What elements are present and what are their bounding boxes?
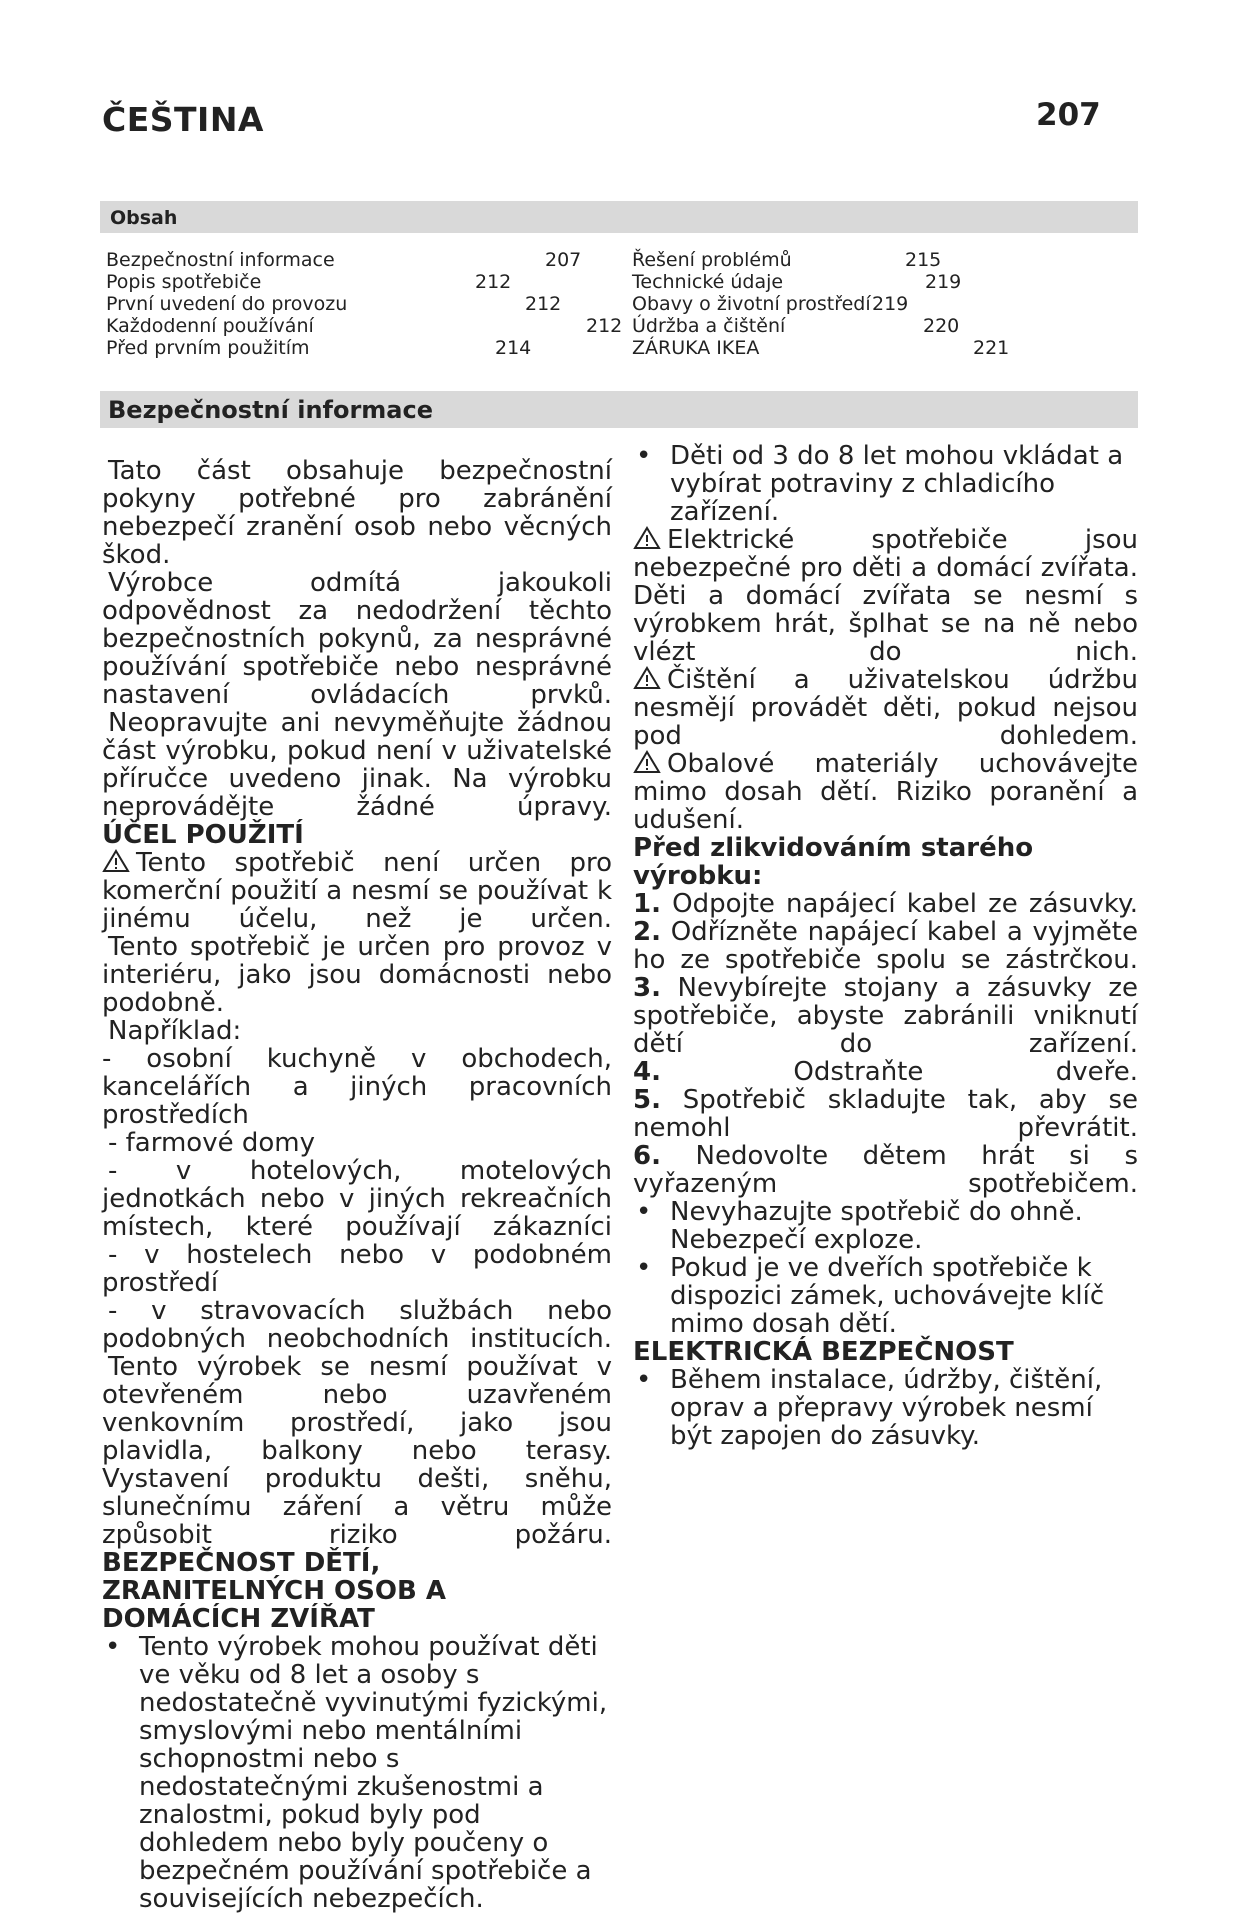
example-item: - v stravovacích službách nebo podobných neobchodních institucích.	[102, 1296, 612, 1354]
example-label: Například:	[108, 1016, 242, 1046]
toc-entry-title: ZÁRUKA IKEA	[632, 337, 760, 359]
toc-entry-page: 212	[525, 293, 562, 315]
step-text: Nevybírejte stojany a zásuvky ze spotřebiče, abyste zabránili vniknutí dětí do zařízení.	[633, 973, 1138, 1059]
language-heading: ČEŠTINA	[102, 100, 264, 139]
safety-header-band	[100, 391, 1138, 428]
toc-entry-page: 220	[923, 315, 960, 337]
toc-title: Obsah	[110, 207, 178, 229]
toc-entry-title: Před prvním použitím	[106, 337, 310, 359]
toc-header-band	[100, 201, 1138, 233]
example-item: - v hotelových, motelových jednotkách nebo v jiných rekreačních místech, které používají zákazníci	[102, 1156, 612, 1242]
example-item: - farmové domy	[108, 1128, 315, 1158]
purpose-heading: ÚČEL POUŽITÍ	[102, 820, 304, 850]
example-item: - v hostelech nebo v podobném prostředí	[102, 1240, 612, 1298]
intro-paragraph: Tato část obsahuje bezpečnostní pokyny potřebné pro zabránění nebezpečí zranění osob nebo věcných škod.	[102, 456, 612, 570]
toc-entry-title: Údržba a čištění	[632, 315, 786, 337]
disposal-step	[633, 974, 1138, 1058]
children-bullet: • Děti od 3 do 8 let mohou vkládat a vybírat potraviny z chladicího zařízení.	[633, 442, 1138, 526]
electric-heading: ELEKTRICKÁ BEZPEČNOST	[633, 1337, 1014, 1367]
disposal-step	[633, 890, 1138, 918]
example-item: - osobní kuchyně v obchodech, kancelářích a jiných pracovních prostředích	[102, 1044, 612, 1130]
left-column	[102, 457, 612, 1913]
step-number: 4.	[633, 1057, 661, 1087]
step-number: 2.	[633, 917, 661, 947]
step-text: Odstraňte dveře.	[793, 1057, 1139, 1087]
no-repair-paragraph: Neopravujte ani nevyměňujte žádnou část výrobku, pokud není v uživatelské příručce uvedeno jinak. Na výrobku neprovádějte žádné úpravy.	[102, 708, 612, 822]
disposal-step	[633, 918, 1138, 974]
disposal-step	[633, 1086, 1138, 1142]
disposal-heading: Před zlikvidováním starého výrobku:	[633, 833, 1034, 891]
toc-entry-page: 215	[905, 249, 942, 271]
toc-entry-page: 214	[495, 337, 532, 359]
warning-icon	[633, 750, 661, 774]
warning-icon	[633, 666, 661, 690]
purpose-warning-text: Tento spotřebič není určen pro komerční použití a nesmí se používat k jinému účelu, než je určen.	[102, 848, 612, 934]
disposal-bullet: • Pokud je ve dveřích spotřebiče k dispozici zámek, uchovávejte klíč mimo dosah dětí.	[633, 1254, 1138, 1338]
electric-bullet: • Během instalace, údržby, čištění, oprav a přepravy výrobek nesmí být zapojen do zásuvky.	[633, 1366, 1138, 1450]
toc-entry-title: Řešení problémů	[632, 249, 792, 271]
toc-entry-title: Každodenní používání	[106, 315, 314, 337]
toc-entry-page: 207	[545, 249, 582, 271]
warning-icon	[102, 849, 130, 873]
disposal-bullet: • Nevyhazujte spotřebič do ohně. Nebezpečí exploze.	[633, 1198, 1138, 1254]
page-number: 207	[1036, 97, 1101, 133]
step-text: Odřízněte napájecí kabel a vyjměte ho ze spotřebiče spolu se zástrčkou.	[633, 917, 1139, 975]
outdoor-warning-paragraph: Tento výrobek se nesmí používat v otevřeném nebo uzavřeném venkovním prostředí, jako jsou plavidla, balkony nebo terasy. Vystavení produktu dešti, sněhu, slunečnímu záření a větru může způsobit riziko požáru.	[102, 1352, 612, 1550]
toc-entry-page: 212	[586, 315, 623, 337]
children-bullet: • Tento výrobek mohou používat děti ve věku od 8 let a osoby s nedostatečně vyvinutými fyzickými, smyslovými nebo mentálními schopnostmi nebo s nedostatečnými zkušenostmi a znalostmi, pokud byly pod dohledem nebo byly poučeny o bezpečném používání spotřebiče a souvisejících nebezpečích.	[102, 1633, 612, 1913]
interior-use-paragraph: Tento spotřebič je určen pro provoz v interiéru, jako jsou domácnosti nebo podobně.	[102, 932, 612, 1018]
toc-entry-title: Bezpečnostní informace	[106, 249, 335, 271]
toc-entry-title: Obavy o životní prostředí	[632, 293, 871, 315]
step-text: Odpojte napájecí kabel ze zásuvky.	[672, 889, 1139, 919]
safety-title: Bezpečnostní informace	[108, 396, 434, 424]
toc-entry-title: Popis spotřebiče	[106, 271, 262, 293]
cleaning-warning-text: Čištění a uživatelskou údržbu nesmějí provádět děti, pokud nejsou pod dohledem.	[633, 665, 1138, 751]
packaging-warning-text: Obalové materiály uchovávejte mimo dosah dětí. Riziko poranění a udušení.	[633, 749, 1138, 835]
step-text: Nedovolte dětem hrát si s vyřazeným spotřebičem.	[633, 1141, 1138, 1199]
liability-paragraph: Výrobce odmítá jakoukoli odpovědnost za nedodržení těchto bezpečnostních pokynů, za nesprávné používání spotřebiče nebo nesprávné nastavení ovládacích prvků.	[102, 568, 612, 710]
toc-entry-page: 221	[973, 337, 1010, 359]
disposal-step	[633, 1142, 1138, 1198]
step-number: 5.	[633, 1085, 661, 1115]
warning-icon	[633, 526, 661, 550]
step-number: 1.	[633, 889, 661, 919]
toc-entry-title: První uvedení do provozu	[106, 293, 348, 315]
toc-entry-page: 219	[925, 271, 962, 293]
disposal-step	[633, 1058, 1138, 1086]
toc-entry-page: 212	[475, 271, 512, 293]
right-column	[633, 442, 1138, 1450]
step-number: 3.	[633, 973, 661, 1003]
children-heading: BEZPEČNOST DĚTÍ, ZRANITELNÝCH OSOB A DOMÁCÍCH ZVÍŘAT	[102, 1548, 446, 1634]
toc-entry-page: 219	[872, 293, 909, 315]
step-number: 6.	[633, 1141, 661, 1171]
appliances-warning-text: Elektrické spotřebiče jsou nebezpečné pro děti a domácí zvířata. Děti a domácí zvířata se nesmí s výrobkem hrát, šplhat se na ně nebo vlézt do nich.	[633, 525, 1138, 667]
toc-entry-title: Technické údaje	[632, 271, 784, 293]
step-text: Spotřebič skladujte tak, aby se nemohl převrátit.	[633, 1085, 1138, 1143]
